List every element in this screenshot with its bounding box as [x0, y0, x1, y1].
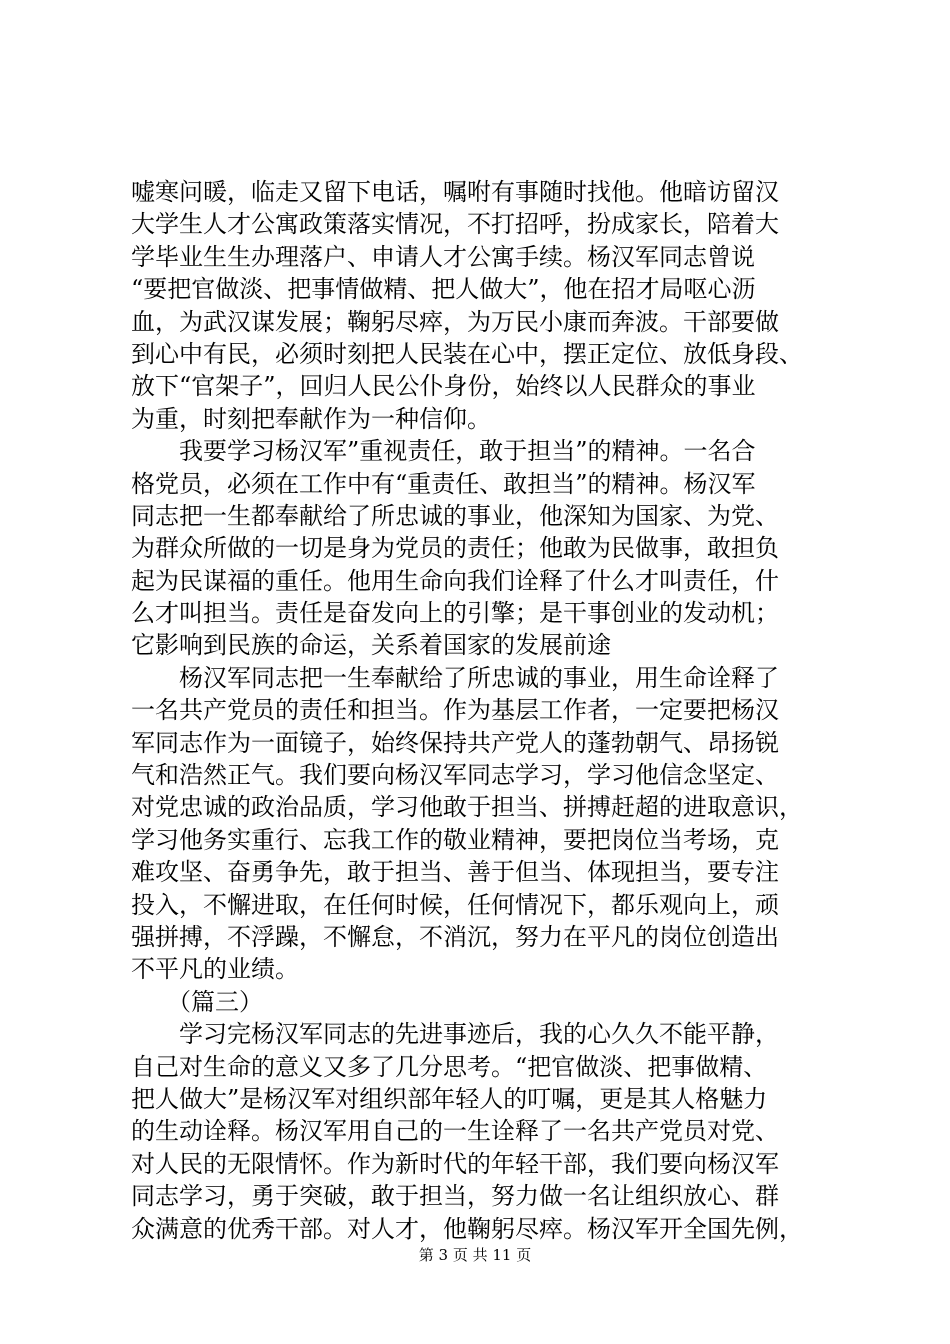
text-line: 嘘寒问暖，临走又留下电话，嘱咐有事随时找他。他暗访留汉: [131, 178, 779, 206]
text-line: 对党忠诚的政治品质，学习他敢于担当、拼搏赶超的进取意识，: [131, 793, 803, 822]
text-line: 起为民谋福的重任。他用生命向我们诠释了什么才叫责任，什: [131, 566, 779, 595]
text-line: 气和浩然正气。我们要向杨汉军同志学习，学习他信念坚定、: [131, 761, 779, 790]
text-line: 众满意的优秀干部。对人才，他鞠躬尽瘁。杨汉军开全国先例，: [131, 1214, 803, 1243]
text-line: 血，为武汉谋发展；鞠躬尽瘁，为万民小康而奔波。干部要做: [131, 307, 779, 336]
text-line: 我要学习杨汉军”重视责任，敢于担当”的精神。一名合: [131, 437, 756, 466]
text-line: 不平凡的业绩。: [131, 955, 299, 984]
text-line: 对人民的无限情怀。作为新时代的年轻干部，我们要向杨汉军: [131, 1149, 779, 1178]
text-line: 杨汉军同志把一生奉献给了所忠诚的事业，用生命诠释了: [131, 663, 779, 692]
text-line: 投入，不懈进取，在任何时候，任何情况下，都乐观向上，顽: [131, 890, 779, 919]
text-line: 它影响到民族的命运，关系着国家的发展前途: [131, 631, 611, 660]
text-line: 强拼搏，不浮躁，不懈怠，不消沉，努力在平凡的岗位创造出: [131, 922, 779, 951]
text-line: 为重，时刻把奉献作为一种信仰。: [131, 404, 491, 433]
text-line: 同志学习，勇于突破，敢于担当，努力做一名让组织放心、群: [131, 1182, 779, 1211]
text-line: 学习完杨汉军同志的先进事迹后，我的心久久不能平静，: [131, 1020, 779, 1049]
text-line: 军同志作为一面镜子，始终保持共产党人的蓬勃朝气、昂扬锐: [131, 728, 779, 757]
text-line: 同志把一生都奉献给了所忠诚的事业，他深知为国家、为党、: [131, 501, 779, 530]
text-line: 到心中有民，必须时刻把人民装在心中，摆正定位、放低身段、: [131, 339, 803, 368]
text-line: 把人做大”是杨汉军对组织部年轻人的叮嘱，更是其人格魅力: [131, 1084, 768, 1113]
text-line: “要把官做淡、把事情做精、把人做大”，他在招才局呕心沥: [131, 275, 756, 304]
document-body: [131, 176, 831, 1245]
page-footer: 第 3 页 共 11 页: [418, 1246, 532, 1264]
text-line: 大学生人才公寓政策落实情况，不打招呼，扮成家长，陪着大: [131, 210, 779, 239]
text-line: 学习他务实重行、忘我工作的敬业精神，要把岗位当考场，克: [131, 825, 779, 854]
text-line: 的生动诠释。杨汉军用自己的一生诠释了一名共产党员对党、: [131, 1117, 779, 1146]
text-line: 难攻坚、奋勇争先，敢于担当、善于但当、体现担当，要专注: [131, 858, 779, 887]
text-line: 么才叫担当。责任是奋发向上的引擎；是干事创业的发动机；: [131, 599, 779, 628]
text-line: 为群众所做的一切是身为党员的责任；他敢为民做事，敢担负: [131, 534, 779, 563]
text-line: 放下“官架子”，回归人民公仆身份，始终以人民群众的事业: [131, 372, 756, 401]
text-line: 格党员，必须在工作中有“重责任、敢担当”的精神。杨汉军: [131, 469, 756, 498]
text-line: 学毕业生生办理落户、申请人才公寓手续。杨汉军同志曾说: [131, 242, 755, 271]
section-heading: （篇三）: [131, 987, 263, 1016]
text-line: 自己对生命的意义又多了几分思考。“把官做淡、把事做精、: [131, 1052, 768, 1081]
text-line: 一名共产党员的责任和担当。作为基层工作者，一定要把杨汉: [131, 696, 779, 725]
